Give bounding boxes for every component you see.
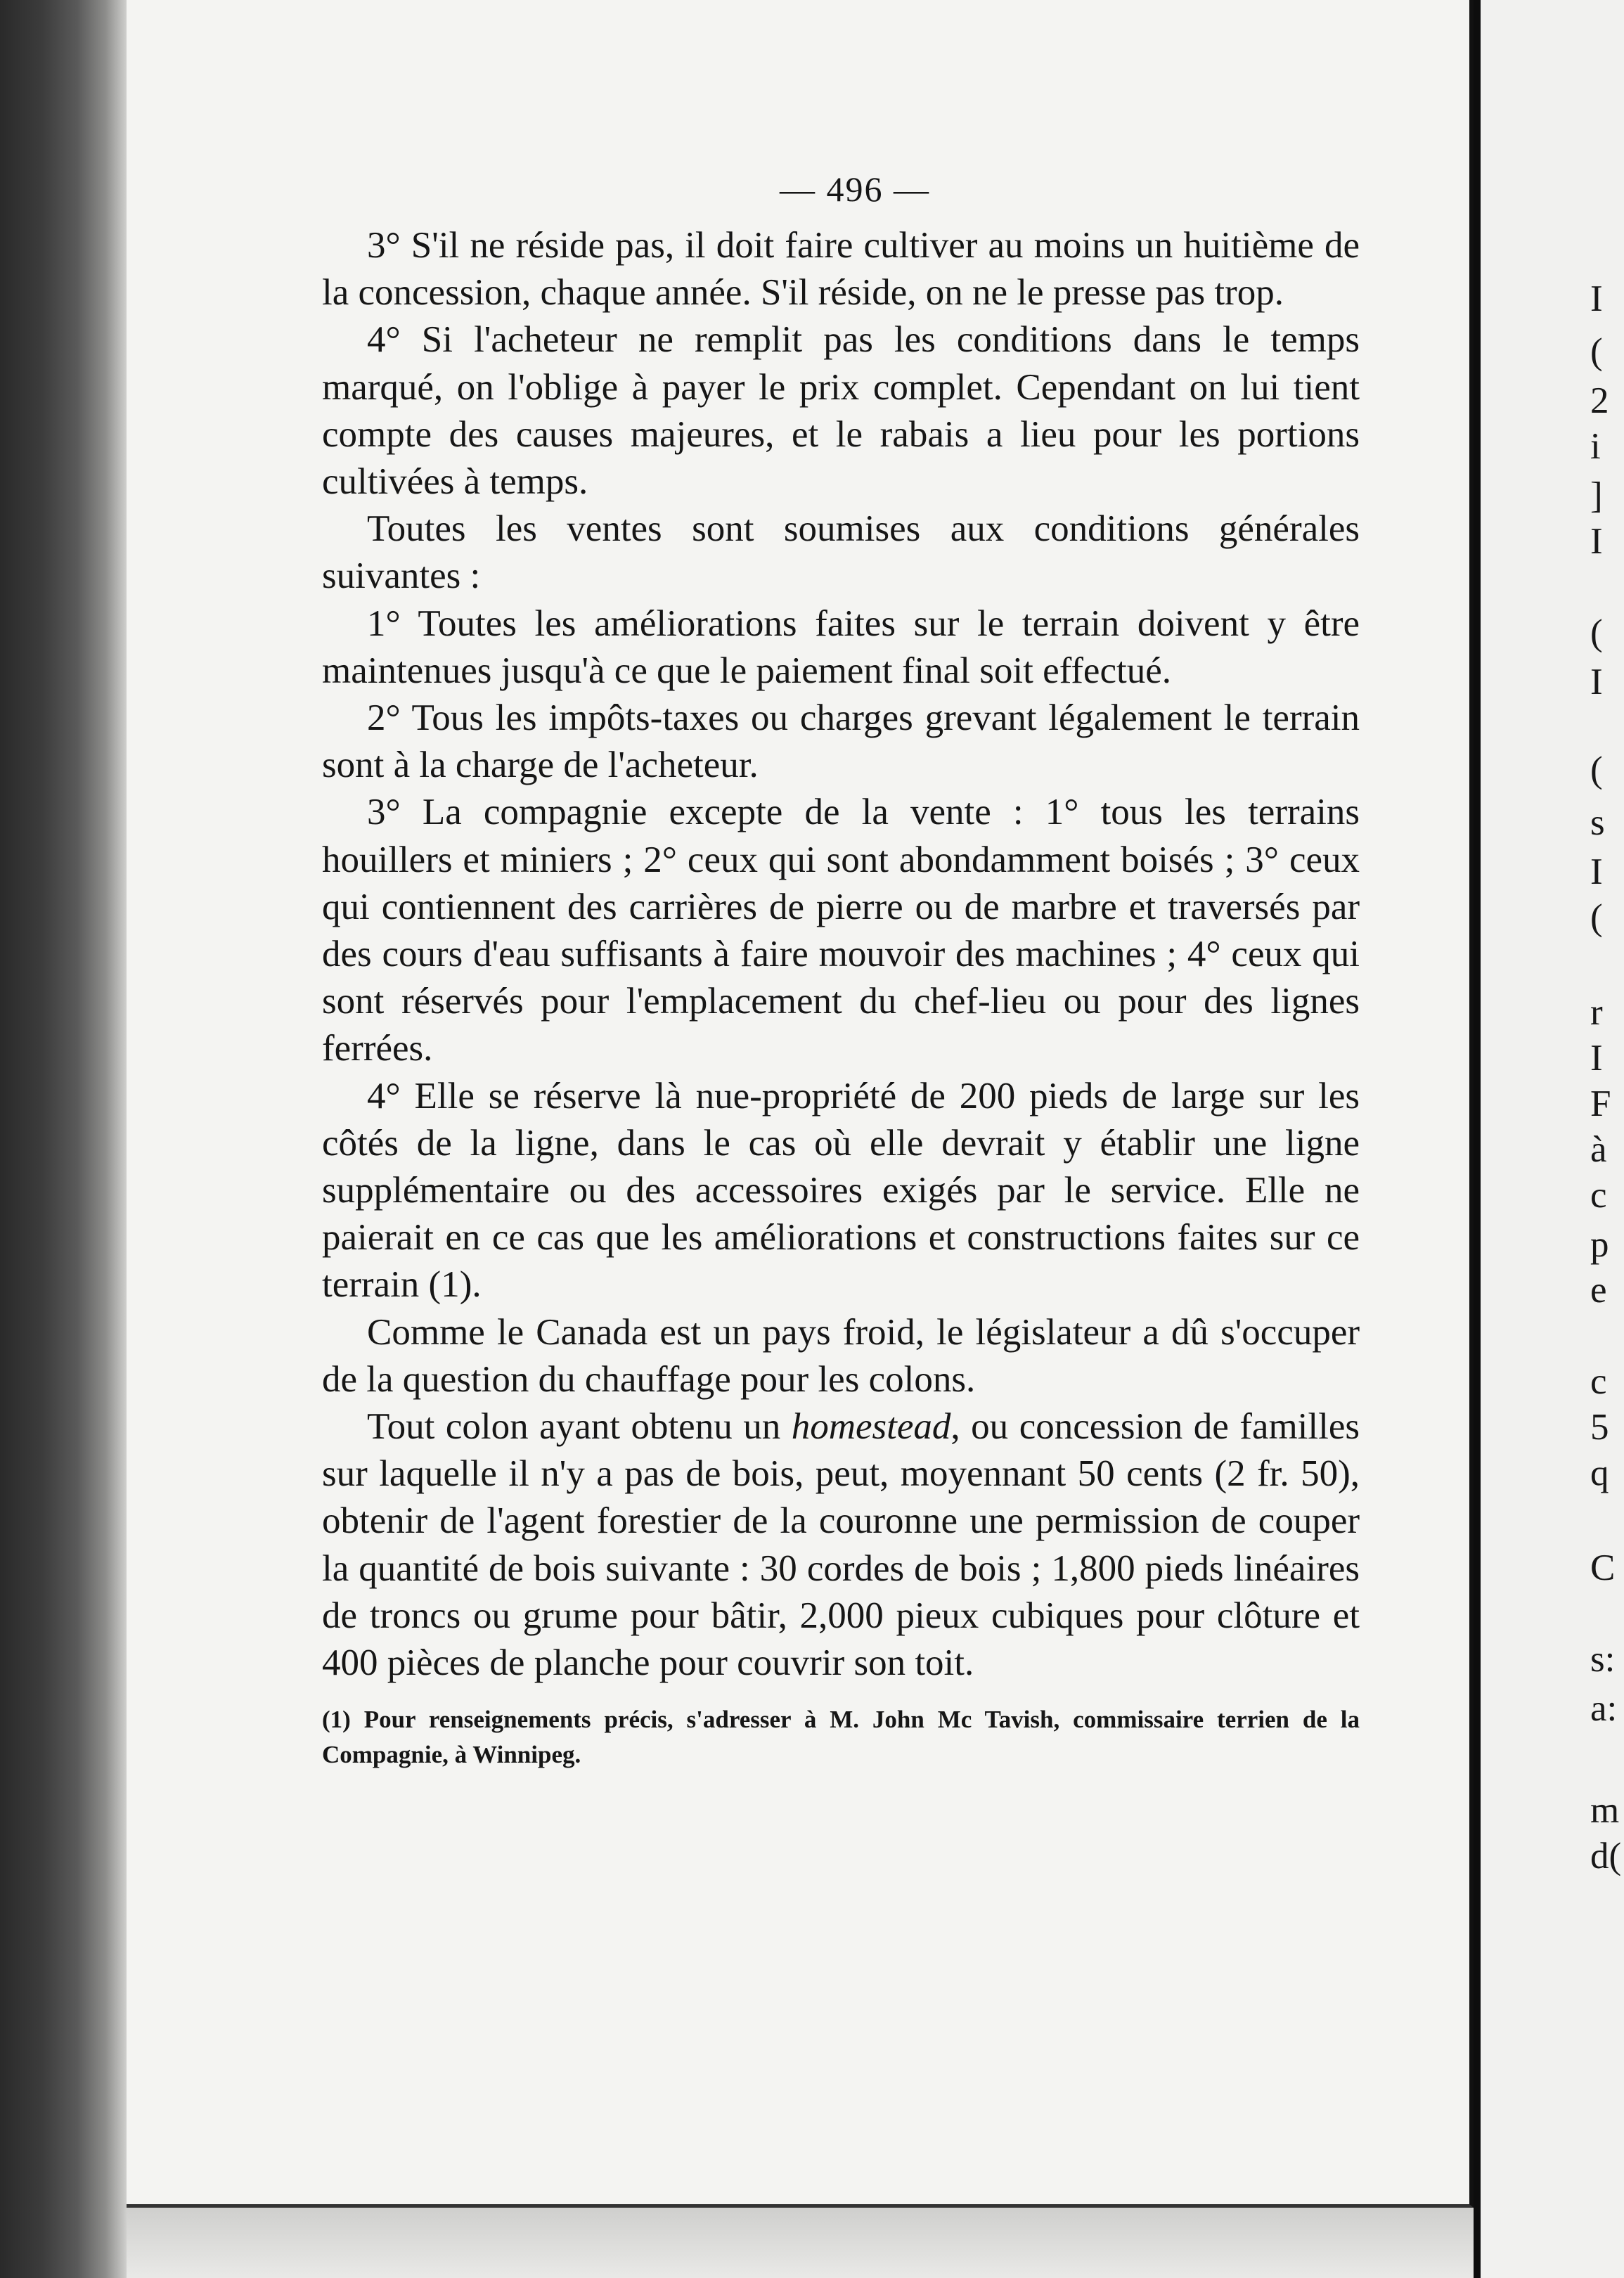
homestead-paragraph <box>322 1403 1360 1687</box>
footnote: (1) Pour renseignements précis, s'adresser à M. John Mc Tavish, commissaire terrien de la Compagnie, à Winnipeg. <box>322 1706 1360 1769</box>
facing-page-letter: ( <box>1590 612 1603 653</box>
paragraph-text: Tout colon ayant obtenu un <box>367 1406 792 1448</box>
facing-page-letter: d( <box>1590 1836 1622 1877</box>
facing-page-letter: p <box>1590 1224 1609 1265</box>
paragraph: 4° Si l'acheteur ne remplit pas les conditions dans le temps marqué, on l'oblige à payer le prix complet. Cependant on lui tient compte des causes majeures, et le rabais a lieu pour les portions cultivées à temps. <box>322 319 1360 503</box>
facing-page-letter: q <box>1590 1453 1609 1493</box>
facing-page-letter: I <box>1590 521 1603 562</box>
facing-page-letter: 2 <box>1590 380 1609 421</box>
scan-bottom-edge <box>127 2208 1474 2278</box>
page-number: — 496 — <box>780 169 930 209</box>
facing-page-letter: à <box>1590 1129 1607 1170</box>
facing-page-letter: c <box>1590 1175 1607 1216</box>
facing-page-letter: e <box>1590 1270 1607 1311</box>
facing-page-letter: ( <box>1590 749 1603 790</box>
facing-page-letter: i <box>1590 426 1601 467</box>
facing-page-letter: ] <box>1590 475 1603 516</box>
paragraph: 1° Toutes les améliorations faites sur le terrain doivent y être maintenues jusqu'à ce que le paiement final soit effectué. <box>322 603 1360 691</box>
facing-page-letter: I <box>1590 662 1603 702</box>
facing-page-letter: I <box>1590 851 1603 892</box>
page-text-block <box>322 159 1360 1772</box>
facing-page-letter: C <box>1590 1547 1616 1588</box>
facing-page-letter: s: <box>1590 1639 1616 1680</box>
facing-page-letter: r <box>1590 992 1603 1033</box>
facing-page-letter: I <box>1590 1038 1603 1079</box>
paragraph: Comme le Canada est un pays froid, le législateur a dû s'occuper de la question du chauffage pour les colons. <box>322 1311 1360 1400</box>
facing-page-letter: I <box>1590 278 1603 319</box>
facing-page-letter: 5 <box>1590 1407 1609 1448</box>
italic-term: homestead <box>791 1406 951 1448</box>
facing-page-letter: c <box>1590 1361 1607 1402</box>
facing-page-letter: s <box>1590 802 1605 843</box>
paragraph: Toutes les ventes sont soumises aux conditions générales suivantes : <box>322 508 1360 597</box>
book-binding-shadow <box>0 0 127 2278</box>
paragraph: 3° La compagnie excepte de la vente : 1° tous les terrains houillers et miniers ; 2° ceux qui sont abondamment boisés ; 3° ceux qui contiennent des carrières de pierre ou de marbre et traversés par des cours d'eau suffisants à faire mouvoir des machines ; 4° ceux qui sont réservés pour l'emplacement du chef-lieu ou pour des lignes ferrées. <box>322 792 1360 1069</box>
facing-page-letter: ( <box>1590 331 1603 372</box>
paragraph: 2° Tous les impôts-taxes ou charges grevant légalement le terrain sont à la charge de l'acheteur. <box>322 697 1360 786</box>
paragraph: 4° Elle se réserve là nue-propriété de 200 pieds de large sur les côtés de la ligne, dans le cas où elle devrait y établir une ligne supplémentaire ou des accessoires exigés par le service. Elle ne paierait en ce cas que les améliorations et constructions faites sur ce terrain (1). <box>322 1075 1360 1306</box>
paragraph: 3° S'il ne réside pas, il doit faire cultiver au moins un huitième de la concession, chaque année. S'il réside, on ne le presse pas trop. <box>322 225 1360 314</box>
facing-page-letter: ( <box>1590 897 1603 938</box>
paragraph-text: , ou concession de familles sur laquelle il n'y a pas de bois, peut, moyennant 50 cents (2 fr. 50), obtenir de l'agent forestier de la couronne une permission de couper la quantité de bois suivante : 30 cordes de bois ; 1,800 pieds linéaires de troncs ou grume pour bâtir, 2,000 pieux cubiques pour clôture et 400 pièces de planche pour couvrir son toit. <box>322 1406 1360 1684</box>
facing-page-letter: F <box>1590 1083 1611 1124</box>
facing-page-letter: m <box>1590 1790 1620 1831</box>
facing-page-letter: a: <box>1590 1688 1618 1729</box>
